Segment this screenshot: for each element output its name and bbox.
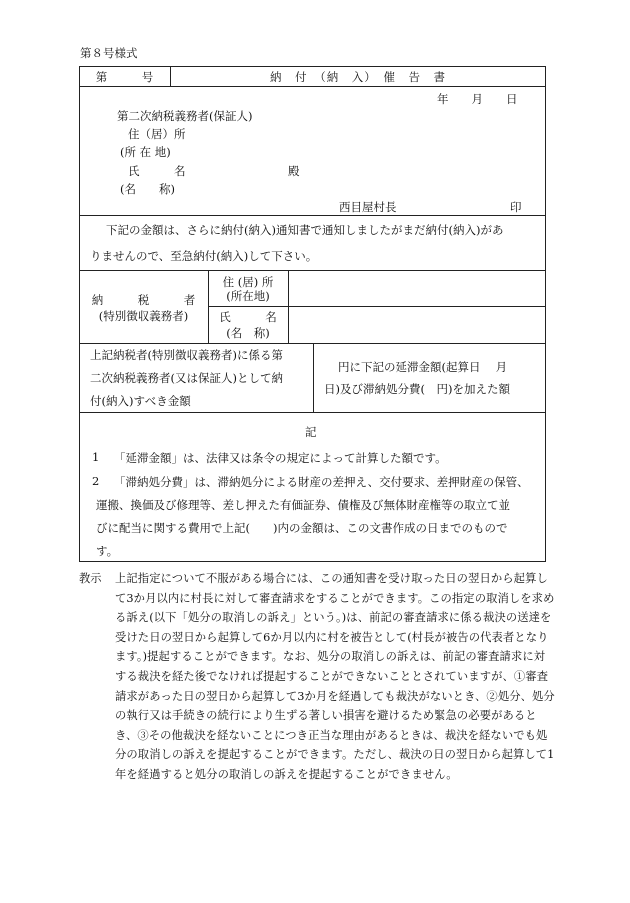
honorific: 殿 — [288, 164, 300, 178]
note-2-line-1: 「滞納処分費」は、滞納処分による財産の差押え、交付要求、差押財産の保管、 — [114, 475, 529, 489]
row-divider-recipient — [79, 215, 546, 216]
row-divider-header — [79, 86, 546, 87]
seal-mark: 印 — [510, 200, 522, 214]
row-divider-amount — [79, 412, 546, 413]
recipient-heading: 第二次納税義務者(保証人) — [117, 109, 253, 123]
recipient-location-label: (所 在 地) — [120, 145, 171, 159]
instruction-label: 教示 — [79, 572, 102, 585]
message-line-2: りませんので、至急納付(納入)して下さい。 — [90, 249, 318, 263]
note-2-line-4: す。 — [96, 544, 119, 558]
taxpayer-sublabel: (特別徴収義務者) — [98, 309, 189, 323]
number-label: 第 号 — [95, 70, 154, 84]
col-divider-taxpayer-2 — [288, 270, 289, 343]
row-divider-taxpayer-mid — [208, 306, 546, 307]
taxpayer-label: 納 税 者 — [91, 293, 196, 307]
form-label: 第８号様式 — [80, 46, 138, 60]
amount-desc-line-1: 上記納税者(特別徴収義務者)に係る第 — [90, 348, 283, 362]
taxpayer-address-label: 住 (居) 所 — [222, 275, 274, 289]
note-2-number: 2 — [92, 474, 100, 488]
issuer-name: 西目屋村長 — [339, 200, 397, 214]
recipient-name-label: 氏 名 — [128, 164, 186, 178]
instruction-text: 上記指定について不服がある場合には、この通知書を受け取った日の翌日から起算して3か月以内に村長に対して審査請求をすることができます。この指定の取消しを求める訴え(以下「処分の取消しの訴え」という。)は、前記の審査請求に係る裁決の送達を受けた日の翌日から起算して6か月以内に村を被告として(村長が被告の代表者となります。)提起することができます。なお、処分の取消しの訴えは、前記の審査請求に対する裁決を経た後でなければ提起することができないこととされていますが、①審査請求があった日の翌日から起算して3か月を経過しても裁決がないとき、②処分、処分の執行又は手続きの続行により生ずる著しい損害を避けるため緊急の必要があるとき、③その他裁決を経ないことにつき正当な理由があるときは、裁決を経ないでも処分の取消しの訴えを提起することができます。ただし、裁決の日の翌日から起算して1年を経過すると処分の取消しの訴えを提起することができません。 — [115, 572, 555, 781]
row-divider-message — [79, 270, 546, 271]
amount-desc-line-2: 二次納税義務者(又は保証人)として納 — [90, 371, 283, 385]
recipient-company-label: (名 称) — [120, 182, 175, 196]
taxpayer-name-label: 氏 名 — [219, 310, 277, 324]
col-divider-amount — [313, 343, 314, 412]
note-1-number: 1 — [92, 450, 100, 464]
amount-desc-line-3: 付(納入)すべき金額 — [90, 394, 191, 408]
amount-calc-line-1: 円に下記の延滞金額(起算日 月 — [338, 360, 508, 374]
note-2-line-3: びに配当に関する費用で上記( )内の金額は、この文書作成の日までのもので — [96, 521, 508, 535]
recipient-address-label: 住（居）所 — [128, 127, 186, 141]
taxpayer-location-label: (所在地) — [226, 289, 270, 303]
notes-heading: 記 — [305, 425, 317, 439]
amount-calc-line-2: 日)及び滞納処分費( 円)を加えた額 — [324, 382, 510, 396]
note-2-line-2: 運搬、換価及び修理等、差し押えた有価証券、債権及び無体財産権等の取立て並 — [96, 498, 510, 512]
taxpayer-company-label: (名 称) — [226, 326, 270, 340]
message-line-1: 下記の金額は、さらに納付(納入)通知書で通知しましたがまだ納付(納入)があ — [106, 223, 504, 237]
issue-date: 年 月 日 — [437, 92, 518, 106]
note-1-text: 「延滞金額」は、法律又は条令の規定によって計算した額です。 — [114, 451, 447, 465]
page-title: 納 付 （納 入） 催 告 書 — [270, 70, 446, 84]
